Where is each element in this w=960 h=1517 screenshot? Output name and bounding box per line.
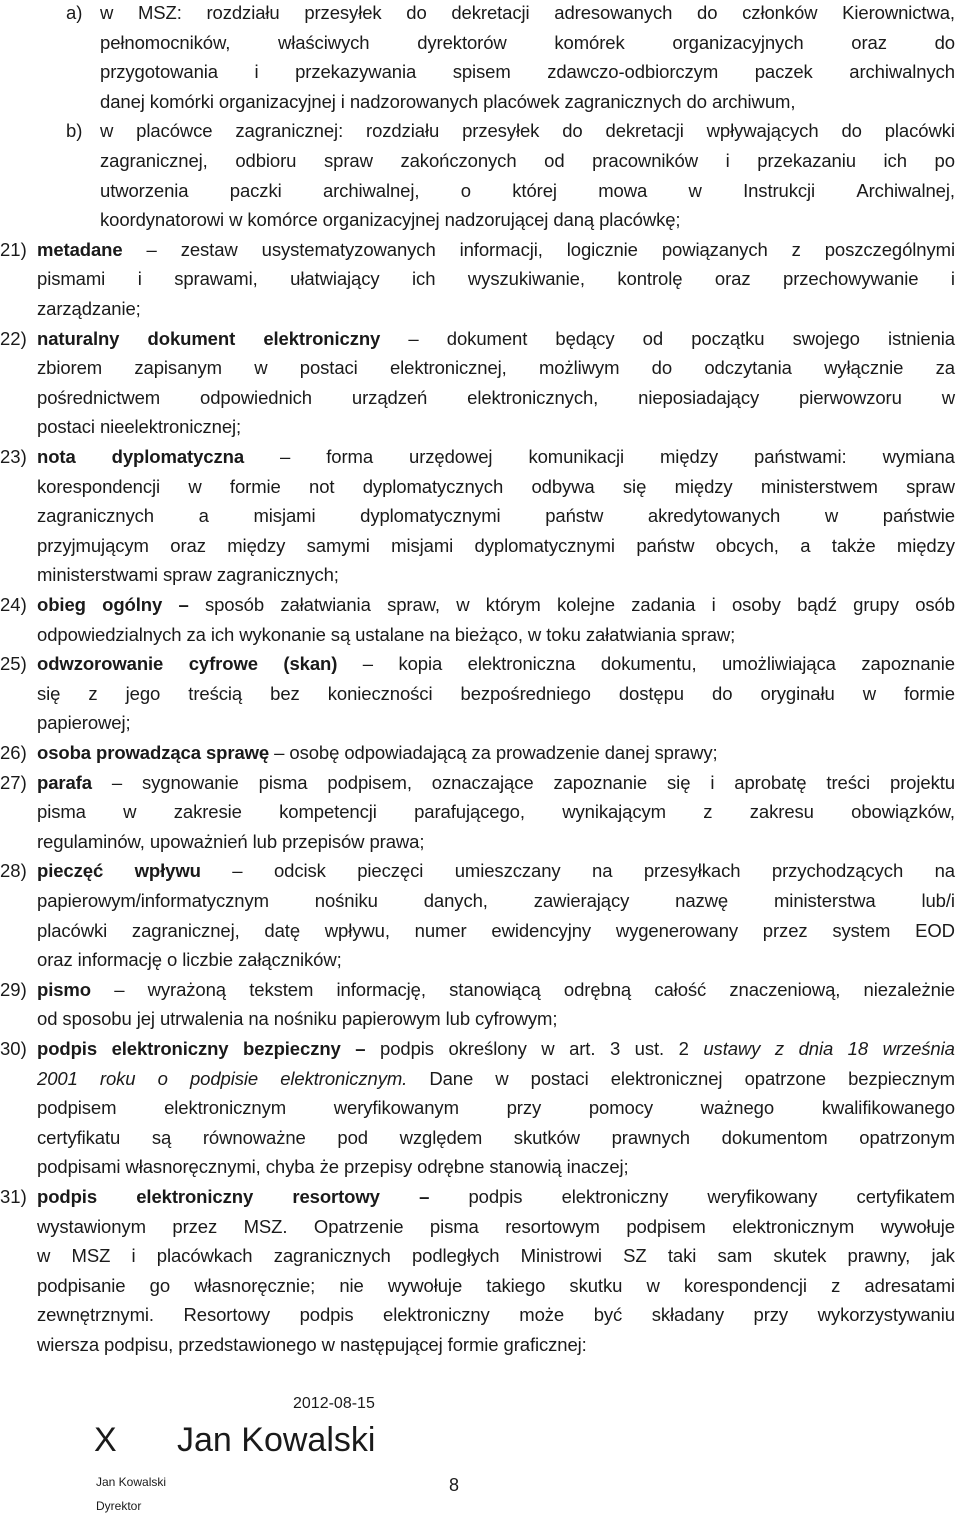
signature-small-name: Jan Kowalski <box>96 1475 167 1489</box>
definition-31-number: 31) <box>0 1186 27 1207</box>
definition-21-line: zarządzanie; <box>37 298 141 319</box>
definition-28-number: 28) <box>0 860 27 882</box>
definition-30-line: certyfikatu są równoważne pod względem skutków prawnych dokumentom opatrzonym <box>37 1126 955 1148</box>
definition-23-number: 23) <box>0 446 27 467</box>
definition-23-line: zagranicznych a misjami dyplomatycznymi państw akredytowanych w państwie <box>37 505 955 527</box>
definition-29-line: od sposobu jej utrwalenia na nośniku papierowym lub cyfrowym; <box>37 1008 558 1030</box>
definition-29-first-line: pismo – wyrażoną tekstem informację, stanowiącą odrębną całość znaczeniową, niezależnie <box>37 978 955 1000</box>
definition-30-first-line: podpis elektroniczny bezpieczny – podpis określony w art. 3 ust. 2 ustawy z dnia 18 września <box>37 1038 955 1059</box>
definition-26-number: 26) <box>0 742 27 763</box>
definition-28-line: papierowym/informatycznym nośniku danych, zawierający nazwę ministerstwa lub/i <box>37 890 955 911</box>
definition-22-line: pośrednictwem odpowiednich urządzeń elektronicznych, nieposiadający pierwowzoru w <box>37 386 955 408</box>
definition-27-line: regulaminów, upoważnień lub przepisów prawa; <box>37 830 425 852</box>
definition-29-number: 29) <box>0 978 27 1000</box>
definition-25-line: się z jego treścią bez konieczności bezpośredniego dostępu do oryginału w formie <box>37 682 955 704</box>
definition-22-line: postaci nieelektronicznej; <box>37 416 242 438</box>
signature-name: Jan Kowalski <box>177 1421 376 1459</box>
definition-28-line: placówki zagranicznej, datę wpływu, numer ewidencyjny wygenerowany przez system EOD <box>37 919 955 941</box>
page-number: 8 <box>449 1475 460 1495</box>
a-item-line: pełnomocników, właściwych dyrektorów komórek organizacyjnych oraz do <box>100 31 955 53</box>
definition-23-line: ministerstwami spraw zagranicznych; <box>37 564 339 586</box>
definition-21-line: pismami i sprawami, ułatwiający ich wyszukiwanie, kontrolę oraz przechowywanie i <box>37 268 955 290</box>
a-item-line: w MSZ: rozdziału przesyłek do dekretacji adresowanych do członków Kierownictwa, <box>100 2 955 23</box>
b-item-line: koordynatorowi w komórce organizacyjnej nadzorującej daną placówkę; <box>100 209 681 231</box>
definition-30-number: 30) <box>0 1038 27 1059</box>
definition-28-line: oraz informację o liczbie załączników; <box>37 949 342 971</box>
definition-30-line: podpisami własnoręcznymi, chyba że przepisy odrębne stanowią inaczej; <box>37 1156 629 1178</box>
definition-23-line: korespondencji w formie not dyplomatycznych odbywa się między ministerstwem spraw <box>37 475 955 497</box>
definition-22-first-line: naturalny dokument elektroniczny – dokument będący od początku swojego istnienia <box>37 327 955 349</box>
definition-21-first-line: metadane – zestaw usystematyzowanych informacji, logicznie powiązanych z poszczególnymi <box>37 238 955 260</box>
definition-26-first-line: osoba prowadząca sprawę – osobę odpowiadającą za prowadzenie danej sprawy; <box>37 742 718 763</box>
signature-date: 2012-08-15 <box>293 1395 375 1412</box>
definition-27-first-line: parafa – sygnowanie pisma podpisem, oznaczające zapoznanie się i aprobatę treści projektu <box>37 771 955 793</box>
definition-31-line: wiersza podpisu, przedstawionego w następującej formie graficznej: <box>37 1334 587 1355</box>
definition-22-number: 22) <box>0 327 27 349</box>
a-item-label: a) <box>66 2 83 23</box>
b-item-label: b) <box>66 120 83 142</box>
definition-31-line: wystawionym przez MSZ. Opatrzenie pisma resortowym podpisem elektronicznym wywołuje <box>37 1215 955 1237</box>
definition-27-line: pisma w zakresie kompetencji parafującego, wynikającym z zakresu obowiązków, <box>37 801 955 823</box>
signature-mark: X <box>94 1421 117 1459</box>
definition-21-number: 21) <box>0 238 27 260</box>
definition-24-line: odpowiedzialnych za ich wykonanie są ustalane na bieżąco, w toku załatwiania spraw; <box>37 623 736 645</box>
definition-27-number: 27) <box>0 771 27 793</box>
definition-30-line: podpisem elektronicznym weryfikowanym przy pomocy ważnego kwalifikowanego <box>37 1097 955 1119</box>
definition-31-line: zewnętrznymi. Resortowy podpis elektroniczny może być składany przy wykorzystywaniu <box>37 1304 955 1326</box>
definition-28-first-line: pieczęć wpływu – odcisk pieczęci umieszczany na przesyłkach przychodzących na <box>37 860 955 882</box>
b-item-line: w placówce zagranicznej: rozdziału przesyłek do dekretacji wpływających do placówki <box>100 120 955 142</box>
b-item-line: utworzenia paczki archiwalnej, o której mowa w Instrukcji Archiwalnej, <box>100 179 955 201</box>
definition-31-line: w MSZ i placówkach zagranicznych podległych Ministrowi SZ taki sam skutek prawny, jak <box>37 1245 955 1267</box>
definition-25-first-line: odwzorowanie cyfrowe (skan) – kopia elektroniczna dokumentu, umożliwiająca zapoznanie <box>37 653 955 675</box>
signature-small-title: Dyrektor <box>96 1499 142 1513</box>
definition-30-line: 2001 roku o podpisie elektronicznym. Dane w postaci elektronicznej opatrzone bezpiecznym <box>37 1067 955 1089</box>
a-item-line: danej komórki organizacyjnej i nadzorowanych placówek zagranicznych do archiwum, <box>100 90 796 112</box>
definition-25-number: 25) <box>0 653 27 675</box>
definition-24-number: 24) <box>0 594 27 615</box>
definition-25-line: papierowej; <box>37 712 131 734</box>
definition-31-first-line: podpis elektroniczny resortowy – podpis elektroniczny weryfikowany certyfikatem <box>37 1186 955 1207</box>
a-item-line: przygotowania i przekazywania spisem zdawczo-odbiorczym paczek archiwalnych <box>100 61 955 83</box>
definition-31-line: podpisanie go własnoręcznie; nie wywołuje takiego skutku w korespondencji z adresatami <box>37 1274 955 1296</box>
definition-22-line: zbiorem zapisanym w postaci elektronicznej, możliwym do odczytania wyłącznie za <box>37 357 955 379</box>
definition-23-first-line: nota dyplomatyczna – forma urzędowej komunikacji między państwami: wymiana <box>37 446 955 467</box>
definition-23-line: przyjmującym oraz między samymi misjami dyplomatycznymi państw obcych, a także między <box>37 534 955 556</box>
definition-24-first-line: obieg ogólny – sposób załatwiania spraw, w którym kolejne zadania i osoby bądź grupy osób <box>37 594 955 615</box>
b-item-line: zagranicznej, odbioru spraw zakończonych od pracowników i przekazaniu ich po <box>100 150 955 171</box>
